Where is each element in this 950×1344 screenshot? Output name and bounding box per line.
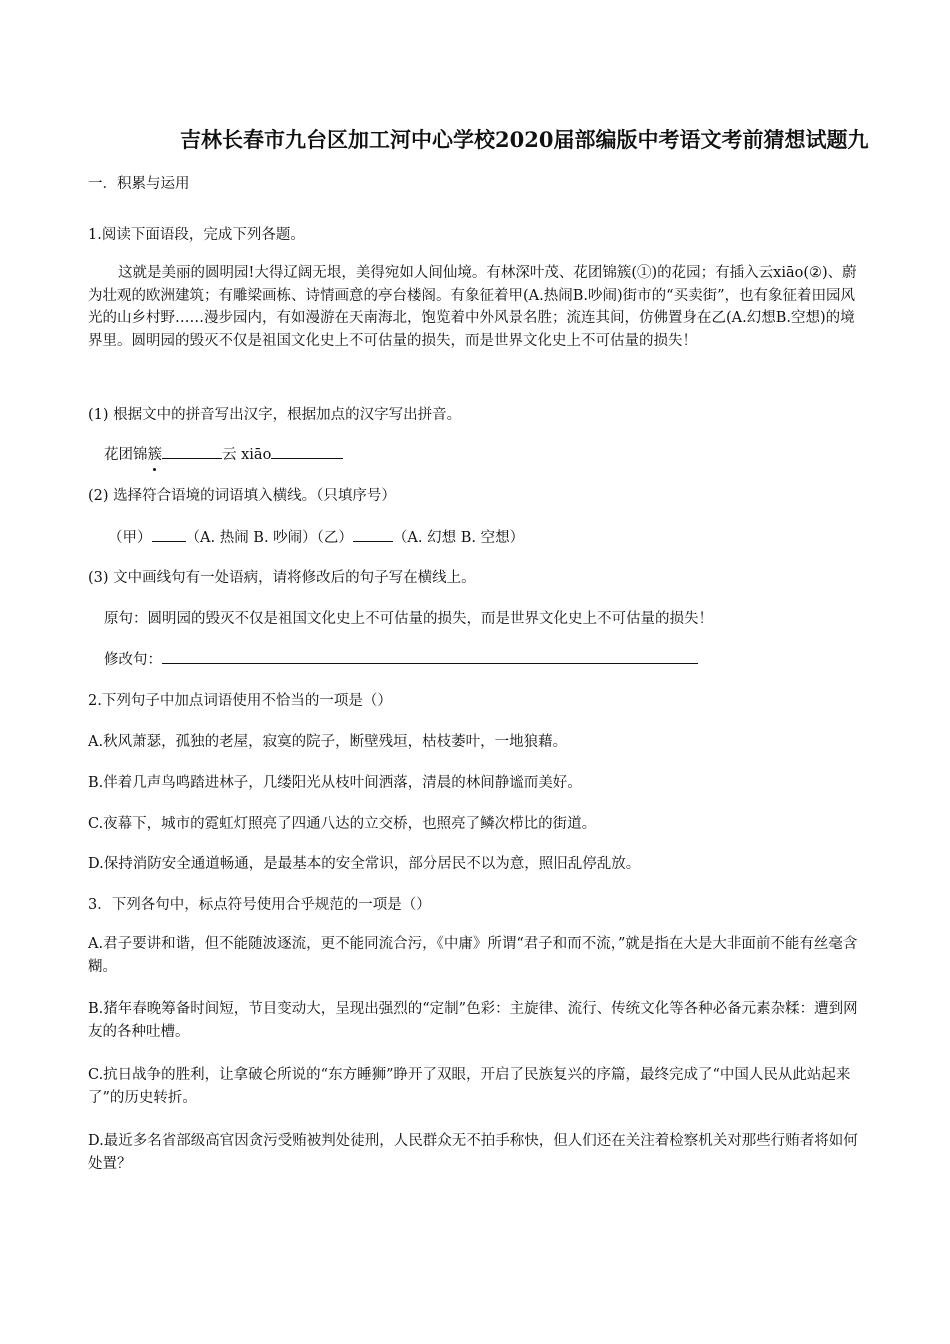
question-2-stem: 2.下列句子中加点词语使用不恰当的一项是（） (88, 693, 392, 709)
document-title: 吉林长春市九台区加工河中心学校2020届部编版中考语文考前猜想试题九 (180, 127, 869, 152)
question-1-sub3: (3) 文中画线句有一处语病，请将修改后的句子写在横线上。 (88, 570, 476, 586)
sub3-revised-label: 修改句： (104, 652, 162, 668)
question-3-option-c: C.抗日战争的胜利，让拿破仑所说的“东方睡狮”睁开了双眼，开启了民族复兴的序篇，最终完成了“中国人民从此站起来了”的历史转折。 (88, 1067, 851, 1106)
sub2-answer-blank-yi[interactable] (353, 527, 393, 542)
question-1-sub1: (1) 根据文中的拼音写出汉字，根据加点的汉字写出拼音。 (88, 407, 462, 423)
question-3-option-b: B.猪年春晚筹备时间短，节目变动大，呈现出强烈的“定制”色彩：主旋律、流行、传统文化等各种必备元素杂糅：遭到网友的各种吐槽。 (88, 1001, 858, 1040)
sub3-answer-blank[interactable] (162, 649, 698, 664)
question-2-option-a: A.秋风萧瑟，孤独的老屋，寂寞的院子，断壁残垣，枯枝萎叶，一地狼藉。 (88, 734, 568, 750)
question-1-sub2: (2) 选择符合语境的词语填入横线。（只填序号） (88, 488, 396, 504)
question-2-option-b: B.伴着几声鸟鸣踏进林子，几缕阳光从枝叶间洒落，清晨的林间静谧而美好。 (88, 775, 582, 791)
sub1-word-a-prefix: 花团锦 (104, 447, 148, 463)
question-1-passage: 这就是美丽的圆明园!大得辽阔无垠，美得宛如人间仙境。有林深叶茂、花团锦簇(①)的花园；有插入云xiāo(②)、蔚为壮观的欧洲建筑；有雕梁画栋、诗情画意的亭台楼阁。有象征着甲(A.热闹B.吵闹)街市的“买卖街”，也有象征着田园风光的山乡村野……漫步园内，有如漫游在天南海北，饱览着中外风景名胜；流连其间，仿佛置身在乙(A.幻想B.空想)的境界里。圆明园的毁灭不仅是祖国文化史上不可估量的损失，而是世界文化史上不可估量的损失！ (88, 265, 857, 349)
sub1-word-b: 云 xiāo (222, 447, 272, 463)
sub1-dotted-char: 簇 (148, 444, 163, 466)
section-heading: 一．积累与运用 (88, 176, 190, 192)
question-2-option-c: C.夜幕下，城市的霓虹灯照亮了四通八达的立交桥，也照亮了鳞次栉比的街道。 (88, 816, 597, 832)
question-3-option-a: A.君子要讲和谐，但不能随波逐流，更不能同流合污，《中庸》所谓“君子和而不流，”就是指在大是大非面前不能有丝毫含糊。 (88, 936, 858, 975)
question-1-sub1-blanks (104, 444, 343, 466)
question-1-stem: 1.阅读下面语段，完成下列各题。 (88, 227, 305, 243)
question-1-sub3-original: 原句：圆明园的毁灭不仅是祖国文化史上不可估量的损失，而是世界文化史上不可估量的损失！ (104, 611, 713, 627)
sub1-answer-blank-b[interactable] (271, 444, 343, 459)
question-2-option-d: D.保持消防安全通道畅通，是最基本的安全常识，部分居民不以为意，照旧乱停乱放。 (88, 856, 641, 872)
sub2-options-jia: （A. 热闹 B. 吵闹）（乙） (185, 530, 353, 546)
question-1-sub3-revised-row (104, 649, 698, 671)
sub2-options-yi: （A. 幻想 B. 空想） (392, 530, 525, 546)
sub2-label-jia: （甲） (108, 530, 152, 546)
sub2-answer-blank-jia[interactable] (152, 527, 186, 542)
sub1-answer-blank-a[interactable] (162, 444, 222, 459)
question-1-sub2-blanks (108, 527, 524, 549)
question-3-option-d: D.最近多名省部级高官因贪污受贿被判处徒刑，人民群众无不拍手称快，但人们还在关注着检察机关对那些行贿者将如何处置？ (88, 1133, 858, 1172)
question-3-stem: 3．下列各句中，标点符号使用合乎规范的一项是（） (88, 897, 431, 913)
